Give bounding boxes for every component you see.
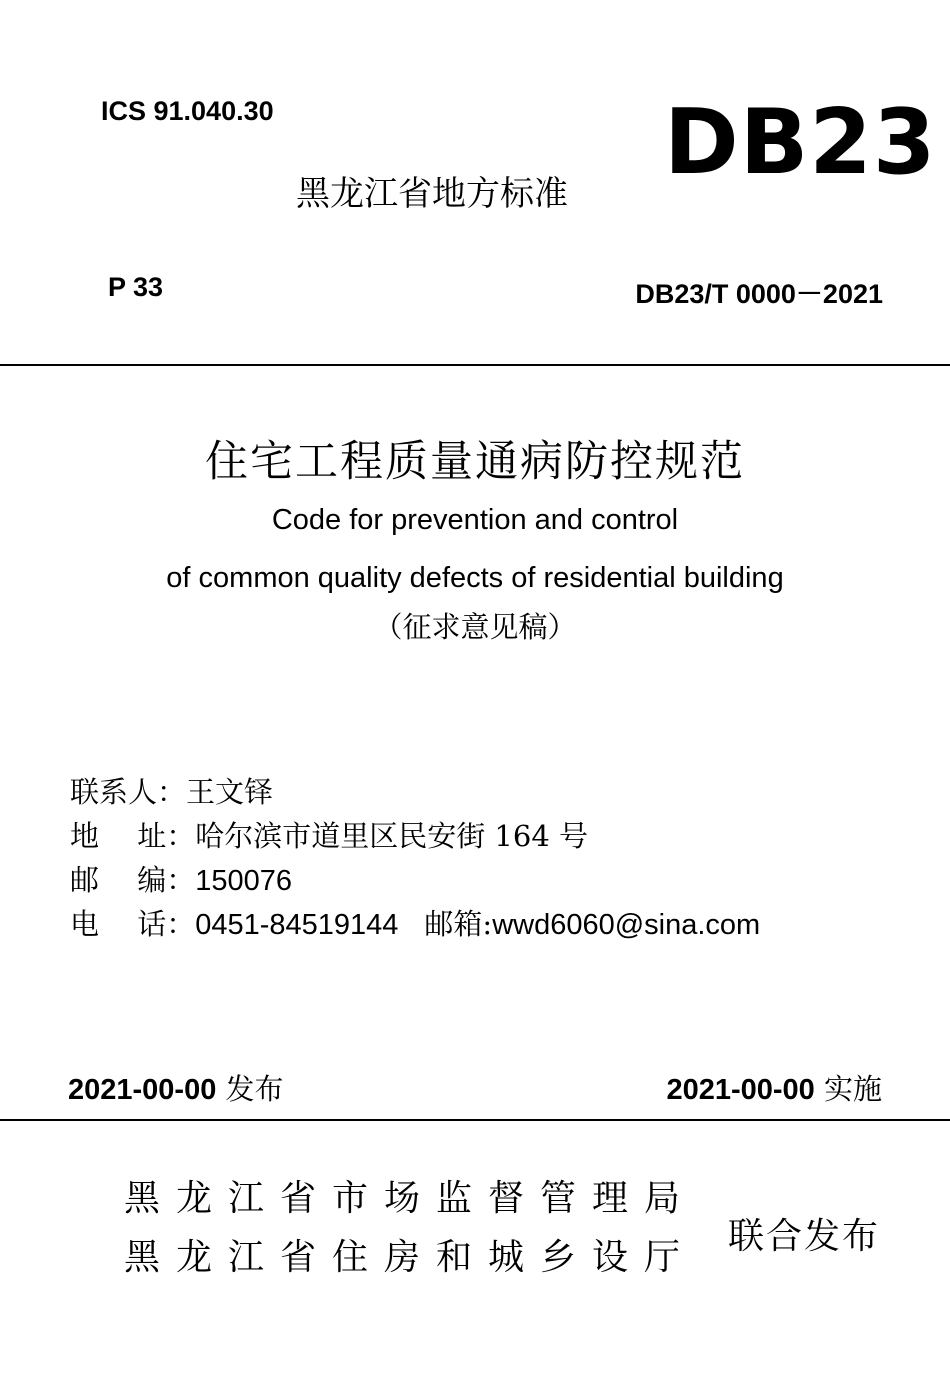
implementation-label: 实施 [814, 1072, 882, 1106]
contact-phone-row [70, 902, 760, 943]
ics-code: ICS 91.040.30 [101, 96, 274, 126]
implementation-date: 2021-00-00 [666, 1074, 815, 1106]
issue-date: 2021-00-00 [68, 1074, 217, 1106]
bottom-divider [0, 1119, 950, 1121]
contact-person: 王文铎 [186, 775, 274, 809]
standard-type: 黑龙江省地方标准 [296, 174, 568, 214]
contact-person-label: 联系人： [70, 775, 187, 809]
contact-postcode-row [70, 858, 292, 899]
contact-address: 哈尔滨市道里区民安街 164 号 [195, 819, 589, 853]
top-divider [0, 364, 950, 366]
contact-address-row [70, 814, 588, 855]
contact-phone: 0451-84519144 [195, 909, 399, 941]
issue-label: 发布 [216, 1072, 284, 1106]
issuing-agency-1: 黑龙江省市场监督管理局 [124, 1178, 697, 1219]
issuing-agency-2: 黑龙江省住房和城乡设厅 [124, 1237, 697, 1278]
contact-postcode-label: 邮 编： [70, 863, 196, 897]
contact-phone-label: 电 话： [70, 907, 196, 941]
title-english-line1: Code for prevention and control [271, 504, 679, 536]
contact-person-row [70, 770, 273, 811]
contact-address-label: 地 址： [70, 819, 196, 853]
title-english-line2: of common quality defects of residential building [166, 562, 784, 594]
contact-email-label: 邮箱: [424, 907, 493, 941]
classification-code: P 33 [108, 272, 164, 302]
implementation-date-line [666, 1067, 882, 1108]
joint-issue-label: 联合发布 [728, 1216, 881, 1257]
draft-note: （征求意见稿） [373, 610, 577, 644]
contact-email: wwd6060@sina.com [492, 909, 761, 941]
standard-number: DB23/T 0000－2021 [635, 279, 883, 309]
contact-postcode: 150076 [195, 865, 292, 897]
standard-code-large: DB23 [664, 90, 937, 195]
title-chinese: 住宅工程质量通病防控规范 [205, 437, 745, 487]
issue-date-line [68, 1067, 284, 1108]
